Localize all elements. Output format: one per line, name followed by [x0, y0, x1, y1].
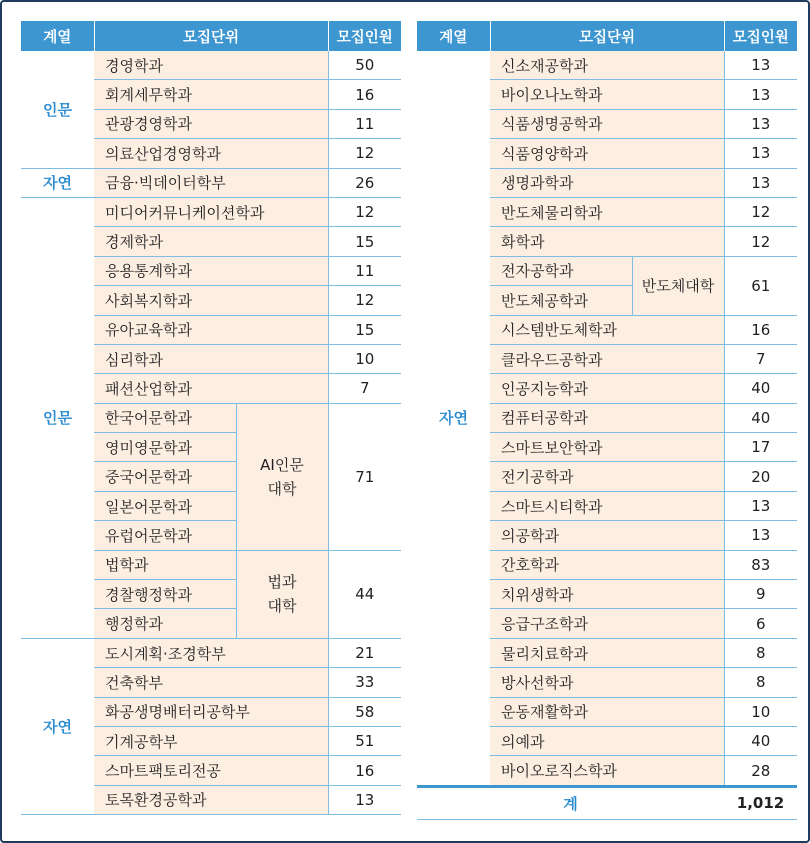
dept-cell: 금융·빅데이터학부 — [94, 168, 328, 197]
dept-cell: 응용통계학과 — [94, 256, 328, 285]
dept-cell: 한국어문학과 — [94, 403, 236, 432]
college-group-label: 법과 대학 — [267, 573, 297, 616]
count-cell: 13 — [724, 491, 797, 520]
total-value: 1,012 — [724, 786, 797, 819]
dept-cell: 치위생학과 — [490, 580, 724, 609]
left-recruitment-table — [21, 21, 401, 815]
dept-cell: 미디어커뮤니케이션학과 — [94, 197, 328, 226]
count-cell: 13 — [724, 80, 797, 109]
dept-cell: 회계세무학과 — [94, 80, 328, 109]
dept-cell: 경제학과 — [94, 227, 328, 256]
count-cell: 16 — [724, 315, 797, 344]
dept-cell: 관광경영학과 — [94, 109, 328, 138]
count-cell: 12 — [724, 227, 797, 256]
dept-cell: 시스템반도체학과 — [490, 315, 724, 344]
count-cell: 12 — [328, 286, 401, 315]
dept-cell: 바이오나노학과 — [490, 80, 724, 109]
category-cell: 자연 — [21, 168, 94, 197]
dept-cell: 도시계획·조경학부 — [94, 638, 328, 667]
count-cell: 13 — [724, 168, 797, 197]
count-cell: 61 — [724, 256, 797, 315]
header-count: 모집인원 — [328, 21, 401, 51]
dept-cell: 전기공학과 — [490, 462, 724, 491]
count-cell: 21 — [328, 638, 401, 667]
dept-cell: 바이오로직스학과 — [490, 756, 724, 786]
college-group-cell — [236, 403, 328, 550]
dept-cell: 응급구조학과 — [490, 609, 724, 638]
dept-cell: 식품생명공학과 — [490, 109, 724, 138]
dept-cell: 기계공학부 — [94, 726, 328, 755]
count-cell: 16 — [328, 80, 401, 109]
count-cell: 28 — [724, 756, 797, 786]
category-cell: 자연 — [21, 638, 94, 814]
count-cell: 7 — [724, 344, 797, 373]
dept-cell: 화공생명배터리공학부 — [94, 697, 328, 726]
dept-cell: 패션산업학과 — [94, 374, 328, 403]
dept-cell: 사회복지학과 — [94, 286, 328, 315]
dept-cell: 클라우드공학과 — [490, 344, 724, 373]
count-cell: 12 — [724, 197, 797, 226]
dept-cell: 전자공학과 — [490, 256, 632, 285]
dept-cell: 화학과 — [490, 227, 724, 256]
count-cell: 6 — [724, 609, 797, 638]
count-cell: 33 — [328, 668, 401, 697]
count-cell: 13 — [724, 51, 797, 80]
count-cell: 13 — [724, 521, 797, 550]
count-cell: 58 — [328, 697, 401, 726]
category-cell: 인문 — [21, 197, 94, 638]
count-cell: 40 — [724, 726, 797, 755]
total-row — [417, 786, 797, 819]
college-group-cell: 반도체대학 — [632, 256, 724, 315]
dept-cell: 스마트시티학과 — [490, 491, 724, 520]
count-cell: 20 — [724, 462, 797, 491]
dept-cell: 스마트팩토리전공 — [94, 756, 328, 785]
dept-cell: 간호학과 — [490, 550, 724, 579]
dept-cell: 신소재공학과 — [490, 51, 724, 80]
dept-cell: 유럽어문학과 — [94, 521, 236, 550]
dept-cell: 식품영양학과 — [490, 139, 724, 168]
count-cell: 83 — [724, 550, 797, 579]
dept-cell: 반도체공학과 — [490, 286, 632, 315]
count-cell: 13 — [724, 139, 797, 168]
college-group-cell — [236, 550, 328, 638]
table-row — [21, 197, 401, 226]
dept-cell: 토목환경공학과 — [94, 785, 328, 814]
count-cell: 40 — [724, 403, 797, 432]
category-cell: 자연 — [417, 51, 490, 786]
dept-cell: 방사선학과 — [490, 668, 724, 697]
table-row — [21, 638, 401, 667]
dept-cell: 인공지능학과 — [490, 374, 724, 403]
dept-cell: 유아교육학과 — [94, 315, 328, 344]
table-row — [21, 168, 401, 197]
dept-cell: 경영학과 — [94, 51, 328, 80]
count-cell: 51 — [328, 726, 401, 755]
header-count: 모집인원 — [724, 21, 797, 51]
table-row — [21, 51, 401, 80]
table-row — [417, 51, 797, 80]
count-cell: 9 — [724, 580, 797, 609]
count-cell: 7 — [328, 374, 401, 403]
dept-cell: 의료산업경영학과 — [94, 139, 328, 168]
header-category: 계열 — [417, 21, 490, 51]
count-cell: 40 — [724, 374, 797, 403]
right-recruitment-table — [417, 21, 797, 820]
dept-cell: 법학과 — [94, 550, 236, 579]
count-cell: 11 — [328, 109, 401, 138]
count-cell: 50 — [328, 51, 401, 80]
dept-cell: 중국어문학과 — [94, 462, 236, 491]
count-cell: 8 — [724, 668, 797, 697]
college-group-label: AI인문 대학 — [260, 455, 304, 498]
dept-cell: 행정학과 — [94, 609, 236, 638]
category-cell: 인문 — [21, 51, 94, 168]
header-category: 계열 — [21, 21, 94, 51]
dept-cell: 물리치료학과 — [490, 638, 724, 667]
count-cell: 12 — [328, 197, 401, 226]
count-cell: 11 — [328, 256, 401, 285]
count-cell: 13 — [724, 109, 797, 138]
dept-cell: 심리학과 — [94, 344, 328, 373]
count-cell: 44 — [328, 550, 401, 638]
count-cell: 10 — [724, 697, 797, 726]
dept-cell: 의예과 — [490, 726, 724, 755]
header-unit: 모집단위 — [490, 21, 724, 51]
count-cell: 15 — [328, 315, 401, 344]
count-cell: 71 — [328, 403, 401, 550]
dept-cell: 일본어문학과 — [94, 491, 236, 520]
dept-cell: 컴퓨터공학과 — [490, 403, 724, 432]
dept-cell: 운동재활학과 — [490, 697, 724, 726]
dept-cell: 경찰행정학과 — [94, 580, 236, 609]
count-cell: 15 — [328, 227, 401, 256]
total-label: 계 — [417, 786, 724, 819]
dept-cell: 건축학부 — [94, 668, 328, 697]
dept-cell: 생명과학과 — [490, 168, 724, 197]
dept-cell: 의공학과 — [490, 521, 724, 550]
dept-cell: 영미영문학과 — [94, 433, 236, 462]
count-cell: 13 — [328, 785, 401, 814]
count-cell: 17 — [724, 433, 797, 462]
count-cell: 26 — [328, 168, 401, 197]
count-cell: 10 — [328, 344, 401, 373]
count-cell: 8 — [724, 638, 797, 667]
dept-cell: 스마트보안학과 — [490, 433, 724, 462]
count-cell: 12 — [328, 139, 401, 168]
dept-cell: 반도체물리학과 — [490, 197, 724, 226]
table-header-row — [21, 21, 401, 51]
table-header-row — [417, 21, 797, 51]
header-unit: 모집단위 — [94, 21, 328, 51]
count-cell: 16 — [328, 756, 401, 785]
